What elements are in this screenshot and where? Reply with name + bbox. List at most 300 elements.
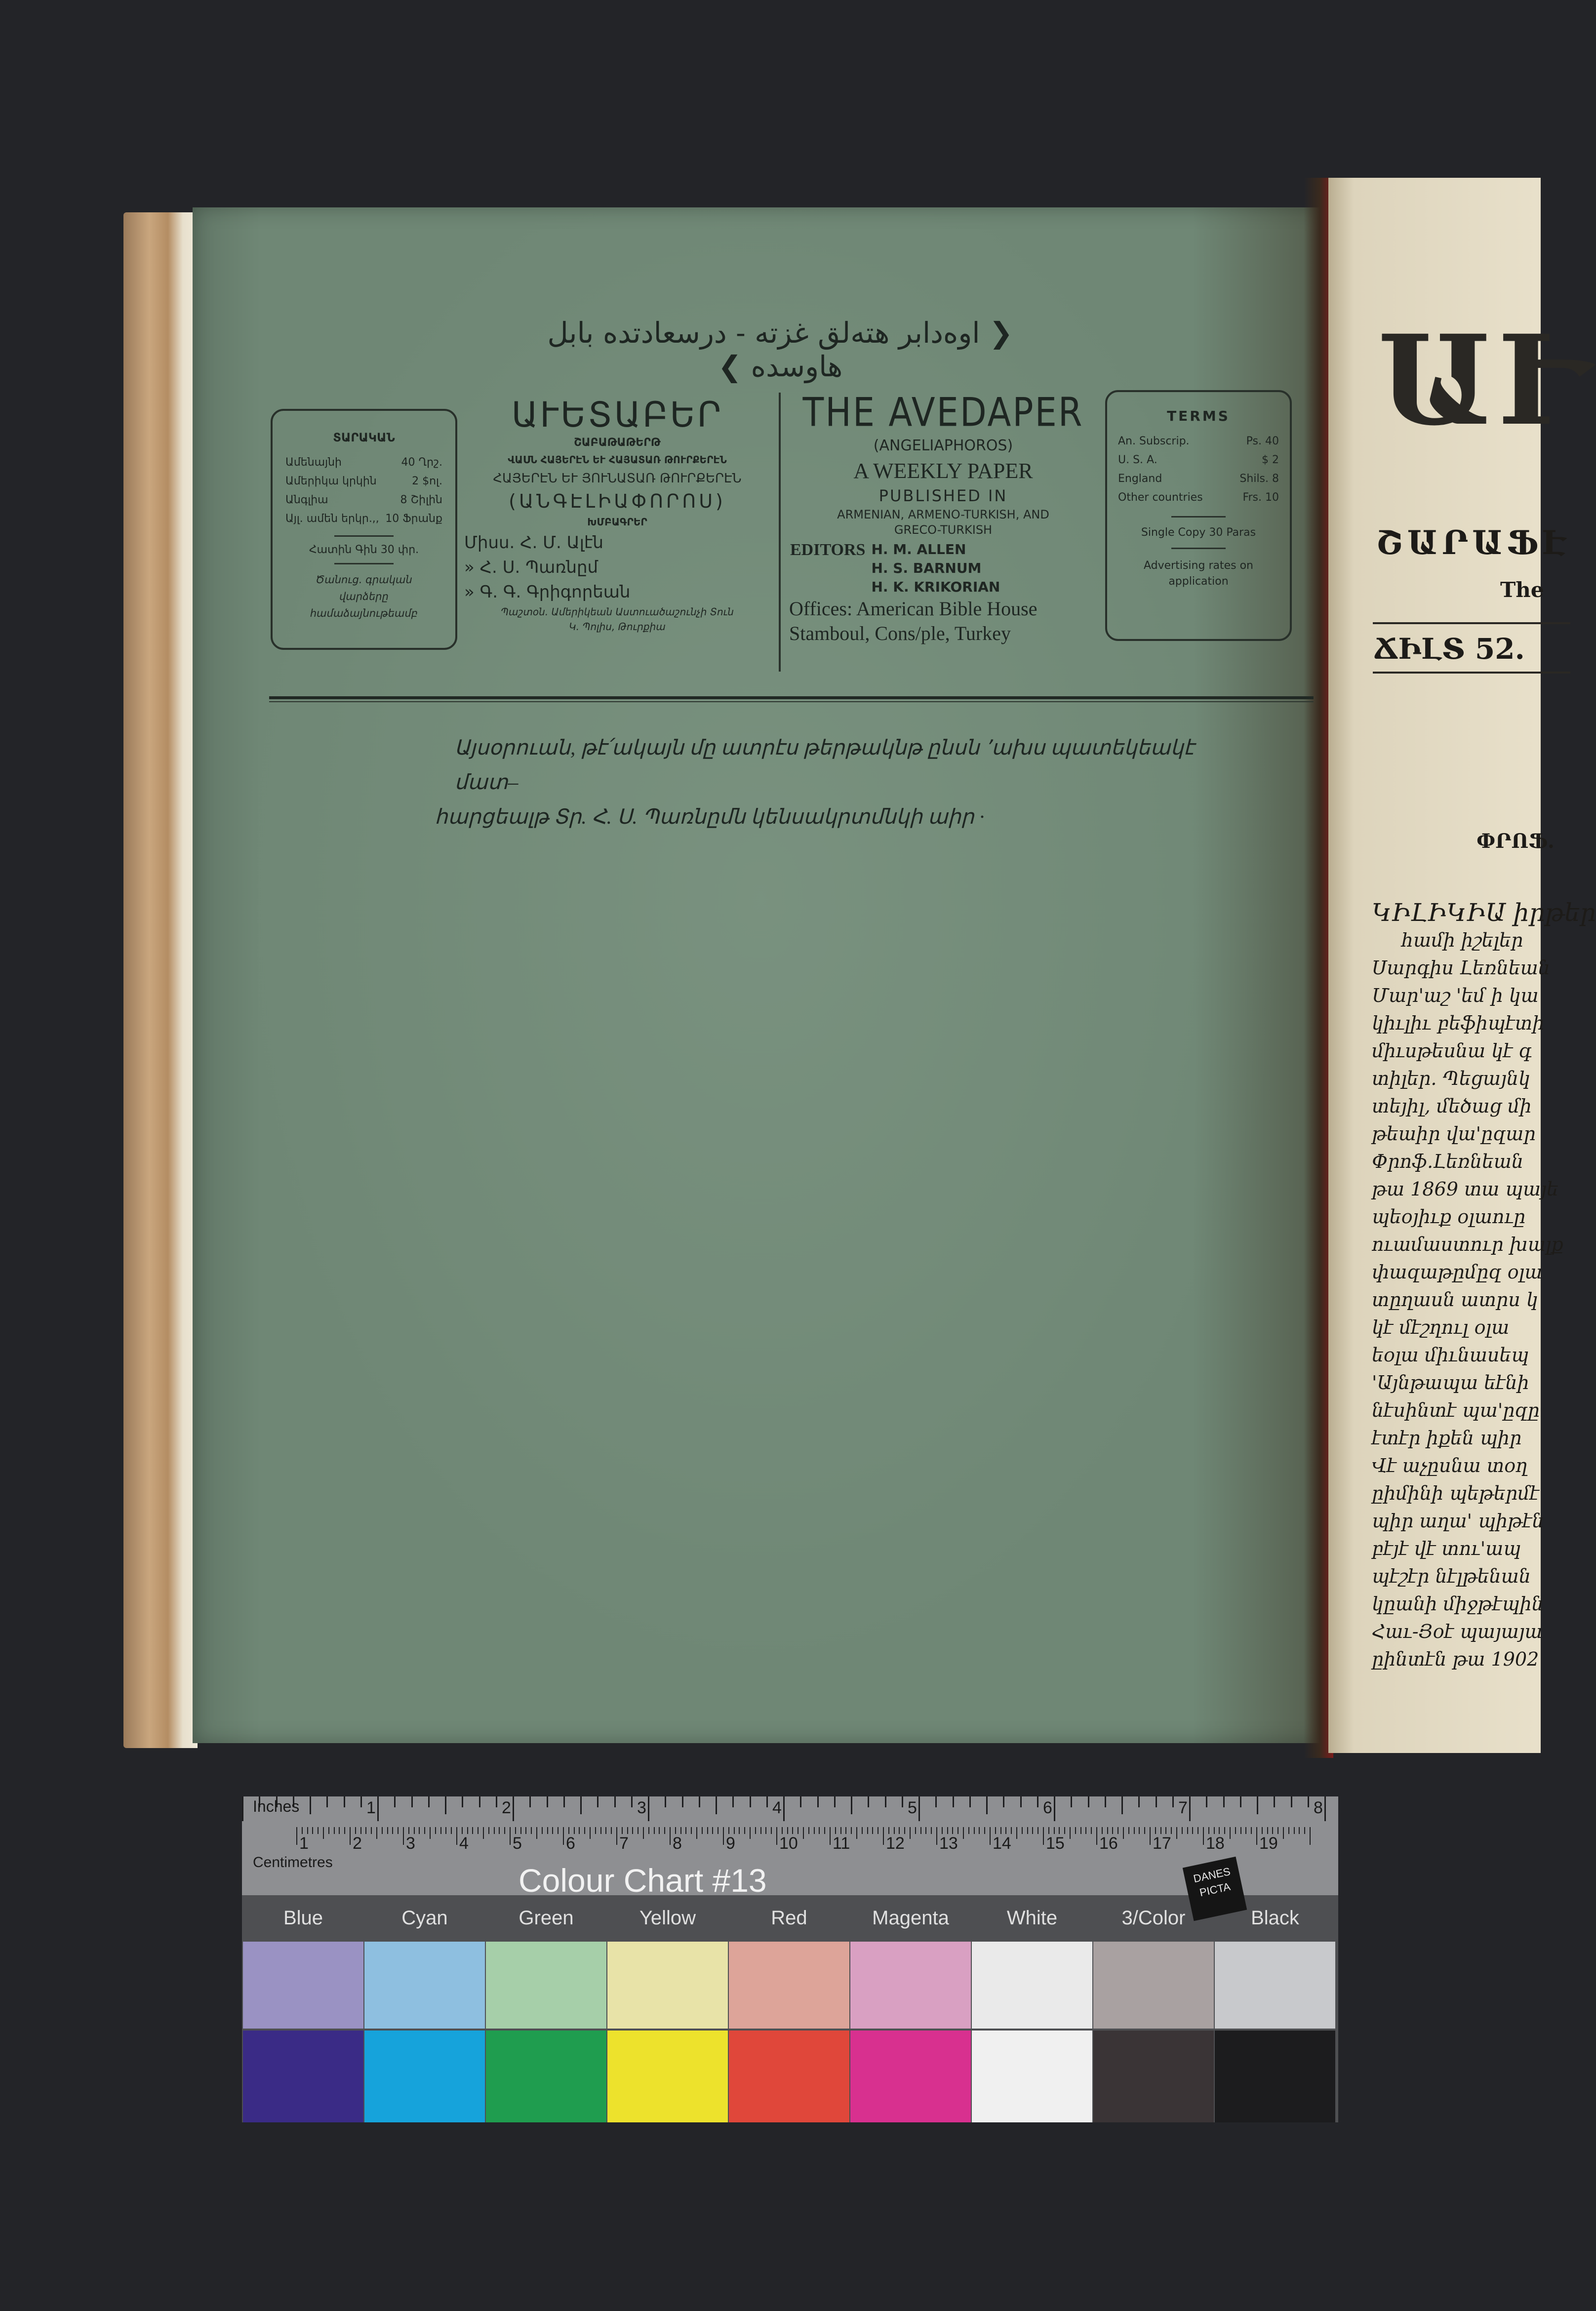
swatch-dark [850, 2031, 971, 2122]
english-terms-row: Other countries Frs. 10 [1118, 491, 1279, 504]
cm-tick [824, 1827, 825, 1834]
swatch-label: Cyan [401, 1907, 448, 1929]
cm-tick [1160, 1827, 1161, 1834]
swatch-light [972, 1942, 1092, 2029]
cm-tick [536, 1827, 537, 1839]
inch-tick [445, 1796, 446, 1814]
notice-text [435, 731, 1215, 835]
right-body-line: կիւլիւ բեֆիպէտի [1372, 1012, 1545, 1034]
cm-tick [696, 1827, 697, 1839]
right-body-line: տըղասն ատրս կ [1372, 1289, 1538, 1311]
right-section-title: ՓՐՈՖ. [1476, 830, 1555, 853]
cm-tick [750, 1827, 751, 1839]
cm-number: 17 [1153, 1834, 1171, 1853]
right-rule [1373, 622, 1570, 624]
cm-tick [685, 1827, 686, 1834]
cm-tick [1070, 1827, 1071, 1839]
cm-tick [1150, 1827, 1151, 1845]
inch-tick [868, 1796, 869, 1807]
inch-tick [1003, 1796, 1004, 1807]
inch-tick [834, 1796, 836, 1807]
cm-tick [1230, 1827, 1231, 1839]
cm-tick [403, 1827, 404, 1845]
inch-tick [631, 1796, 633, 1807]
cm-tick [1144, 1827, 1145, 1834]
cm-tick [451, 1827, 452, 1834]
cm-tick [1085, 1827, 1086, 1834]
right-masthead-english: The [1500, 578, 1544, 602]
cm-number: 4 [459, 1834, 469, 1853]
armenian-title: ԱՒԵՏԱԲԵՐ [511, 395, 723, 435]
cm-tick [1080, 1827, 1081, 1834]
cm-tick [408, 1827, 409, 1834]
cm-tick [1005, 1827, 1006, 1834]
cm-tick [344, 1827, 345, 1834]
inch-tick [1121, 1796, 1123, 1814]
armenian-masthead-line: ԽՄԲԱԳՐԵՐ [587, 516, 647, 528]
cm-tick [808, 1827, 809, 1834]
cm-tick [435, 1827, 436, 1834]
cm-tick [739, 1827, 740, 1834]
cm-tick [723, 1827, 724, 1845]
armenian-office-line: Կ. Պոլիս, Թուրքիա [569, 621, 666, 633]
cm-tick [478, 1827, 479, 1834]
armenian-editor: » Գ. Գ. Գրիգորեան [464, 582, 631, 602]
cm-number: 2 [353, 1834, 362, 1853]
cm-tick [915, 1827, 916, 1834]
inch-tick [310, 1796, 311, 1814]
cm-tick [1032, 1827, 1033, 1834]
cm-number: 3 [406, 1834, 415, 1853]
cm-tick [659, 1827, 660, 1834]
cm-tick [872, 1827, 873, 1834]
cm-tick [1208, 1827, 1209, 1834]
notice-line: հարցեալթ Տր. Հ. Ս. Պառնըմն կենսակրտմնկի աիր · [435, 806, 985, 829]
cm-tick [355, 1827, 356, 1834]
cm-tick [664, 1827, 665, 1834]
cm-tick [1091, 1827, 1092, 1834]
swatch-light [1215, 1942, 1335, 2029]
inch-tick [1206, 1796, 1207, 1807]
cm-tick [488, 1827, 489, 1834]
cm-tick [632, 1827, 633, 1834]
swatch-dark [486, 2031, 606, 2122]
right-body-line: կէ մէշղուլ օլա [1372, 1316, 1510, 1338]
cm-tick [328, 1827, 329, 1834]
cm-tick [1011, 1827, 1012, 1834]
cm-tick [675, 1827, 676, 1834]
swatch-label: 3/Color [1121, 1907, 1186, 1929]
inch-tick [1071, 1796, 1072, 1807]
cm-tick [936, 1827, 937, 1845]
swatch-label: Blue [283, 1907, 323, 1929]
armenian-masthead-line: ՇԱԲԱԹԱԹԵՐԹ [574, 437, 661, 449]
cm-tick [419, 1827, 420, 1834]
right-body-line: կըանի միջթէպին [1372, 1593, 1544, 1615]
cm-tick [734, 1827, 735, 1834]
cm-tick [760, 1827, 761, 1834]
inch-tick [986, 1796, 988, 1814]
swatch-dark [1093, 2031, 1214, 2122]
cm-tick [776, 1827, 777, 1845]
cm-tick [499, 1827, 500, 1834]
cm-tick [515, 1827, 516, 1834]
inch-tick [918, 1796, 920, 1821]
cm-tick [819, 1827, 820, 1834]
cm-number: 1 [299, 1834, 309, 1853]
right-body-line: նէսինտէ պա'ըզը [1372, 1399, 1540, 1421]
inch-tick [935, 1796, 937, 1807]
cm-tick [1187, 1827, 1188, 1834]
cm-tick [1123, 1827, 1124, 1839]
cm-tick [456, 1827, 457, 1845]
right-body-line: թա 1869 տա պայե [1372, 1178, 1558, 1200]
english-published: PUBLISHED IN [878, 486, 1008, 505]
cm-tick [616, 1827, 617, 1845]
english-offices: Offices: American Bible House [789, 598, 1037, 620]
cm-tick [605, 1827, 606, 1834]
swatch-light [364, 1942, 485, 2029]
right-body-line: ըիմինի պեթերմէ [1372, 1482, 1540, 1504]
cm-tick [1251, 1827, 1252, 1834]
swatch-light [850, 1942, 971, 2029]
right-body-line: 'Այնթապա եէնի [1372, 1372, 1529, 1394]
cm-tick [974, 1827, 975, 1834]
armenian-terms-title: ՏԱՐԱԿԱՆ [333, 431, 395, 444]
right-issue-label: ՃԻԼՏ 52. [1374, 632, 1525, 666]
cm-tick [323, 1827, 324, 1839]
cm-tick [1139, 1827, 1140, 1834]
cm-tick [430, 1827, 431, 1839]
inch-tick [969, 1796, 971, 1807]
cm-tick [1022, 1827, 1023, 1834]
inch-tick [326, 1796, 328, 1807]
english-terms-box [1105, 390, 1292, 641]
cm-tick [782, 1827, 783, 1834]
english-single-copy: Single Copy 30 Paras [1141, 526, 1256, 539]
right-page [1328, 178, 1596, 1753]
cm-tick [318, 1827, 319, 1834]
inch-tick [479, 1796, 480, 1807]
cm-number: 13 [939, 1834, 958, 1853]
cm-tick [552, 1827, 553, 1834]
inch-tick [766, 1796, 768, 1807]
cm-tick [862, 1827, 863, 1834]
swatch-label: Green [519, 1907, 574, 1929]
cm-tick [1155, 1827, 1156, 1834]
inch-tick [682, 1796, 683, 1807]
cm-tick [1112, 1827, 1113, 1834]
cm-tick [925, 1827, 926, 1834]
inch-tick [1291, 1796, 1292, 1807]
inch-tick [344, 1796, 345, 1807]
right-body-line: պիր աղա' պիթէն [1372, 1510, 1544, 1532]
colour-chart-title: Colour Chart #13 [519, 1862, 767, 1899]
cm-tick [1107, 1827, 1108, 1834]
inch-tick [1274, 1796, 1275, 1807]
armenian-masthead-line: ՎԱՍՆ ՀԱՅԵՐԷՆ ԵՒ ՀԱՅԱՏԱՌ ԹՈՒՐՔԵՐԷՆ [508, 454, 727, 466]
cm-tick [1075, 1827, 1076, 1834]
english-terms-title: TERMS [1167, 408, 1230, 424]
inch-tick [597, 1796, 598, 1807]
cm-number: 18 [1206, 1834, 1225, 1853]
cm-tick [904, 1827, 905, 1834]
armenian-single-copy: Հատին Գին 30 փր. [309, 544, 419, 556]
cm-tick [392, 1827, 393, 1834]
cm-tick [963, 1827, 964, 1839]
cm-tick [654, 1827, 655, 1834]
right-body-line: Վէ աչըսնա տօղ [1372, 1455, 1528, 1476]
armenian-terms-row: Այլ. ամեն երկր.,, 10 Ֆրանք [285, 513, 442, 525]
swatch-dark [972, 2031, 1092, 2122]
armenian-terms-row: Անգլիա 8 Շիլին [285, 494, 442, 506]
cm-tick [648, 1827, 649, 1834]
inch-tick [716, 1796, 717, 1814]
right-body-line: ուամաստուր խալք [1372, 1234, 1563, 1255]
cm-number: 5 [513, 1834, 522, 1853]
armenian-masthead-line: (ԱՆԳԷԼԻԱՓՈՐՈՍ) [509, 490, 726, 512]
cm-tick [574, 1827, 575, 1834]
cm-tick [947, 1827, 948, 1834]
cm-tick [920, 1827, 921, 1834]
cm-tick [307, 1827, 308, 1834]
armenian-terms-row: Ամենայնի 40 Ղրշ. [285, 456, 442, 469]
cm-tick [600, 1827, 601, 1834]
right-body-line: բէյէ վէ տու'ապ [1372, 1538, 1521, 1559]
masthead-divider [779, 393, 781, 672]
cm-number: 14 [993, 1834, 1011, 1853]
inch-tick [851, 1796, 852, 1814]
inch-number: 8 [1314, 1798, 1323, 1817]
cm-tick [622, 1827, 623, 1834]
cm-tick [979, 1827, 980, 1834]
cm-tick [856, 1827, 857, 1839]
cm-tick [1102, 1827, 1103, 1834]
inch-tick [783, 1796, 785, 1821]
english-terms-row: England Shils. 8 [1118, 473, 1279, 485]
english-ad-note-2: application [1168, 575, 1229, 588]
cm-tick [1294, 1827, 1295, 1834]
cm-tick [1310, 1827, 1311, 1845]
inch-tick [1223, 1796, 1225, 1807]
book-page-edges [123, 212, 198, 1748]
inch-tick [580, 1796, 582, 1814]
armenian-editor: Միսս. Հ. Մ. Ալէն [464, 533, 603, 553]
cm-tick [984, 1827, 985, 1834]
cm-tick [398, 1827, 399, 1834]
swatch-label: Yellow [639, 1907, 696, 1929]
cm-tick [1262, 1827, 1263, 1834]
cm-tick [883, 1827, 884, 1845]
cm-tick [376, 1827, 377, 1839]
centimetres-label: Centimetres [253, 1854, 333, 1871]
cm-tick [1272, 1827, 1273, 1834]
inch-tick [1240, 1796, 1241, 1807]
cm-tick [547, 1827, 548, 1834]
masthead-rule [269, 696, 1314, 699]
inch-tick [1324, 1796, 1326, 1821]
right-body-text [1372, 898, 1596, 1673]
inch-tick [411, 1796, 413, 1807]
armenian-terms-box [271, 409, 457, 650]
cm-tick [424, 1827, 425, 1834]
right-body-line: Մար'աշ 'եմ ի կա [1372, 985, 1539, 1006]
cm-tick [1245, 1827, 1246, 1834]
cm-tick [1203, 1827, 1204, 1845]
cm-tick [1059, 1827, 1060, 1834]
cm-tick [744, 1827, 745, 1834]
swatch-dark [243, 2031, 363, 2122]
cm-tick [462, 1827, 463, 1834]
cm-tick [840, 1827, 841, 1834]
cm-tick [1182, 1827, 1183, 1834]
right-body-line: ըինտէն թա 1902 [1372, 1648, 1539, 1670]
cm-tick [1299, 1827, 1300, 1834]
cm-tick [334, 1827, 335, 1834]
swatch-label: Black [1251, 1907, 1299, 1929]
cm-tick [680, 1827, 681, 1834]
swatch-label: White [1006, 1907, 1058, 1929]
right-body-line: եօլա միւնասեպ [1372, 1344, 1529, 1366]
cm-tick [525, 1827, 526, 1834]
english-editor: H. M. ALLEN [871, 541, 966, 558]
cm-tick [1000, 1827, 1001, 1834]
inch-tick [648, 1796, 649, 1821]
cm-tick [1277, 1827, 1278, 1834]
cm-tick [1043, 1827, 1044, 1845]
right-body-line: տիլեր. Պեցայնկ [1372, 1068, 1530, 1089]
cm-tick [472, 1827, 473, 1834]
cm-tick [830, 1827, 831, 1845]
cm-number: 7 [619, 1834, 629, 1853]
cm-tick [371, 1827, 372, 1834]
cm-tick [942, 1827, 943, 1834]
cm-tick [814, 1827, 815, 1834]
cm-tick [1128, 1827, 1129, 1834]
cm-tick [851, 1827, 852, 1834]
cm-number: 19 [1259, 1834, 1278, 1853]
cm-tick [440, 1827, 441, 1834]
cm-number: 10 [779, 1834, 798, 1853]
inch-tick [800, 1796, 801, 1807]
cm-tick [531, 1827, 532, 1834]
cm-tick [1219, 1827, 1220, 1834]
inch-tick [1189, 1796, 1191, 1821]
ruler-ticks [242, 1796, 1338, 1895]
armenian-office-line: Պաշտօն. Ամերիկեան Աստուածաշունչի Տուն [501, 606, 734, 618]
cm-tick [1134, 1827, 1135, 1834]
cm-tick [568, 1827, 569, 1834]
inch-tick [1308, 1796, 1309, 1807]
inch-tick [750, 1796, 751, 1807]
notice-line: Այսօրուան, թէ՛ակայն մը ատրէս թերթակնթ ընսն ՚ախս պատեկեակէ մատ– [454, 737, 1195, 794]
cm-tick [520, 1827, 521, 1834]
cm-number: 8 [673, 1834, 682, 1853]
cm-tick [888, 1827, 889, 1834]
inch-tick [563, 1796, 565, 1807]
inch-tick [953, 1796, 954, 1807]
inch-number: 3 [637, 1798, 646, 1817]
cm-number: 15 [1046, 1834, 1065, 1853]
cm-tick [312, 1827, 313, 1834]
inch-number: 7 [1178, 1798, 1188, 1817]
masthead-rule-thin [269, 701, 1314, 702]
cm-tick [643, 1827, 644, 1839]
cm-number: 16 [1099, 1834, 1118, 1853]
swatch-dark [1215, 2031, 1335, 2122]
cm-tick [1027, 1827, 1028, 1834]
right-body-line: պէշէր նէլթենան [1372, 1565, 1531, 1587]
cm-tick [595, 1827, 596, 1834]
cm-tick [835, 1827, 836, 1834]
right-rule-2 [1373, 672, 1570, 674]
inch-number: 1 [366, 1798, 376, 1817]
inch-tick [1156, 1796, 1157, 1807]
inch-tick [377, 1796, 379, 1821]
cm-tick [467, 1827, 468, 1834]
cm-tick [899, 1827, 900, 1834]
swatch-dark [729, 2031, 849, 2122]
english-weekly: A WEEKLY PAPER [853, 459, 1033, 483]
cm-tick [360, 1827, 361, 1834]
inch-tick [513, 1796, 514, 1821]
cm-tick [845, 1827, 846, 1834]
cm-tick [483, 1827, 484, 1839]
inch-tick [1138, 1796, 1140, 1807]
inch-tick [817, 1796, 819, 1807]
right-body-line: պեօյիւք օլաուը [1372, 1206, 1526, 1228]
cm-tick [1171, 1827, 1172, 1834]
cm-tick [792, 1827, 793, 1834]
inch-tick [732, 1796, 734, 1807]
inch-tick [428, 1796, 430, 1807]
cm-tick [1037, 1827, 1038, 1834]
armenian-masthead [459, 395, 775, 634]
cm-tick [1096, 1827, 1097, 1845]
cm-tick [712, 1827, 713, 1834]
inch-tick [462, 1796, 463, 1807]
cm-tick [1165, 1827, 1166, 1834]
cm-number: 11 [833, 1834, 850, 1853]
inch-tick [529, 1796, 531, 1807]
cm-tick [339, 1827, 340, 1834]
cm-tick [867, 1827, 868, 1834]
cm-tick [558, 1827, 559, 1834]
cm-tick [1283, 1827, 1284, 1839]
cm-tick [1240, 1827, 1241, 1834]
english-editor: H. K. KRIKORIAN [871, 579, 1000, 595]
danes-picta-logo: DANES PICTA [1183, 1857, 1247, 1921]
swatch-light [607, 1942, 728, 2029]
cm-tick [627, 1827, 628, 1834]
cm-tick [787, 1827, 788, 1834]
right-body-line: Սարգիս Լեռնեան [1372, 957, 1550, 979]
swatch-dark [607, 2031, 728, 2122]
inch-tick [242, 1796, 243, 1821]
english-editor: H. S. BARNUM [871, 560, 982, 576]
swatch-label: Magenta [872, 1907, 949, 1929]
swatch-light [486, 1942, 606, 2029]
armenian-editor: » Հ. Ս. Պառնըմ [464, 558, 598, 577]
english-offices-2: Stamboul, Cons/ple, Turkey [789, 622, 1011, 644]
cm-tick [414, 1827, 415, 1834]
cm-tick [894, 1827, 895, 1834]
english-subtitle: (ANGELIAPHOROS) [873, 437, 1013, 454]
inch-tick [1105, 1796, 1106, 1807]
cm-number: 9 [726, 1834, 735, 1853]
inch-number: 5 [908, 1798, 917, 1817]
ottoman-header: ❮ اوەدابر هتەلق غزتە - درسعادتدە بابل هاوسدە ❯ [547, 316, 1013, 383]
